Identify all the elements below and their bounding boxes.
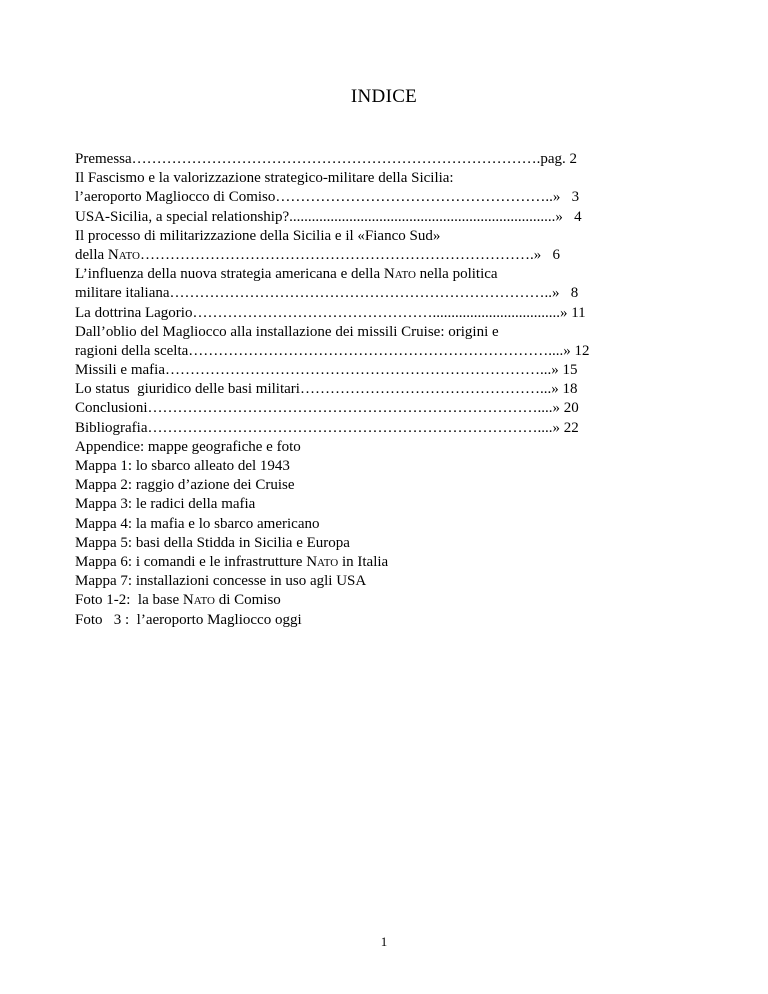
toc-entry-status-giuridico: Lo status giuridico delle basi militari…………………………………………...» 18 [75, 381, 578, 398]
toc-text: di Comiso [214, 592, 281, 609]
toc-text: in Italia [338, 553, 389, 570]
toc-entry-conclusioni: Conclusioni……………………………………………………………………....» 20 [75, 400, 579, 417]
toc-entry-mappa-6 [75, 553, 695, 572]
toc-entry-fascismo-line2: l’aeroporto Magliocco di Comiso………………………………………………..» 3 [75, 189, 580, 206]
toc-entry-influenza-line2: militare italiana…………………………………………………………………..» 8 [75, 285, 579, 302]
toc-entry-fascismo-line1: Il Fascismo e la valorizzazione strategico-militare della Sicilia: [75, 170, 454, 187]
toc-entry-lagorio: La dottrina Lagorio…………………………………………..................................» 11 [75, 304, 586, 321]
toc-entry-mappa-4: Mappa 4: la mafia e lo sbarco americano [75, 515, 320, 532]
toc-entry-appendice: Appendice: mappe geografiche e foto [75, 438, 301, 455]
page-title: INDICE [350, 86, 418, 107]
nato-smallcaps: Nato [306, 553, 339, 570]
table-of-contents [75, 150, 695, 630]
toc-entry-mappa-2: Mappa 2: raggio d’azione dei Cruise [75, 477, 295, 494]
toc-entry-mappa-3: Mappa 3: le radici della mafia [75, 496, 256, 513]
nato-smallcaps: Nato [383, 266, 416, 283]
toc-entry-bibliografia: Bibliografia……………………………………………………………………....» 22 [75, 419, 579, 436]
toc-entry-mappa-5: Mappa 5: basi della Stidda in Sicilia e Europa [75, 534, 350, 551]
nato-smallcaps: Nato [182, 592, 215, 609]
toc-text: L’influenza della nuova strategia americana e della [75, 266, 384, 283]
toc-entry-oblio-line1: Dall’oblio del Magliocco alla installazione dei missili Cruise: origini e [75, 323, 499, 340]
toc-entry-foto-3: Foto 3 : l’aeroporto Magliocco oggi [75, 611, 302, 628]
toc-entry-influenza-line1 [75, 265, 695, 284]
toc-entry-militarizzazione-line1: Il processo di militarizzazione della Sicilia e il «Fianco Sud» [75, 227, 441, 244]
nato-smallcaps: Nato [107, 246, 140, 263]
page-number: 1 [380, 934, 388, 949]
toc-text: Mappa 6: i comandi e le infrastrutture [75, 553, 307, 570]
toc-entry-mappa-7: Mappa 7: installazioni concesse in uso agli USA [75, 573, 367, 590]
toc-text: nella politica [415, 266, 498, 283]
toc-entry-missili-mafia: Missili e mafia…………………………………………………………………...» 15 [75, 362, 578, 379]
toc-entry-premessa: Premessa……………………………………………………………………….pag. 2 [75, 151, 578, 167]
toc-text: Foto 1-2: la base [75, 592, 183, 609]
toc-entry-foto-1-2 [75, 591, 695, 610]
toc-entry-mappa-1: Mappa 1: lo sbarco alleato del 1943 [75, 458, 290, 474]
toc-entry-usa-sicilia: USA-Sicilia, a special relationship?.......................................................................» 4 [75, 208, 582, 225]
toc-entry-militarizzazione-line2 [75, 246, 695, 265]
toc-entry-oblio-line2: ragioni della scelta………………………………………………………………....» 12 [75, 342, 590, 359]
toc-text: della [75, 246, 108, 263]
toc-leader: …………………………………………………………………….» 6 [139, 246, 560, 263]
